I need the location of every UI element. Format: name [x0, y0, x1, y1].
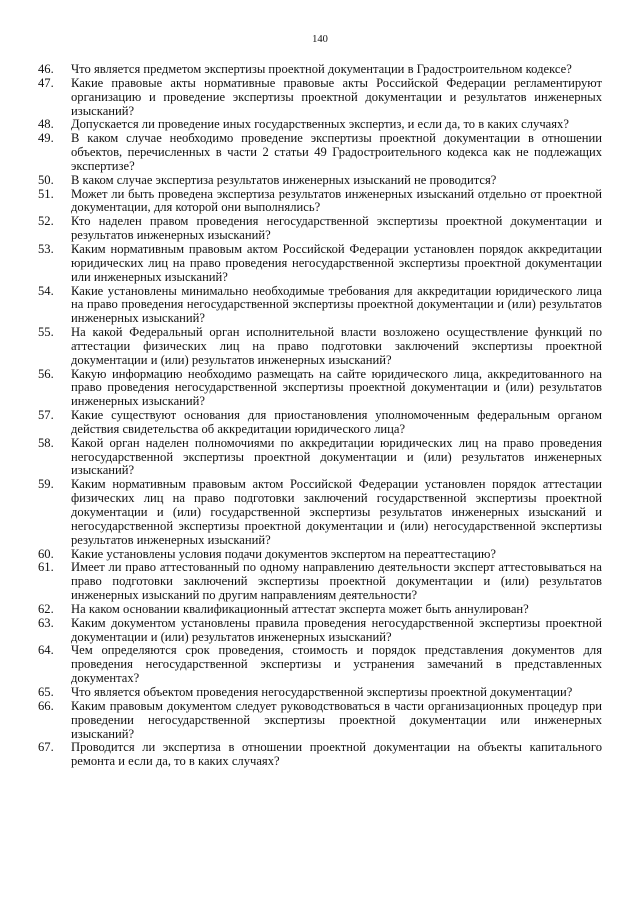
question-number: 59.	[38, 477, 54, 492]
question-text: Каким правовым документом следует руководствоваться в части организационных процедур при проведении негосударственной экспертизы проектной документации или инженерных изысканий?	[71, 698, 602, 741]
question-item	[38, 174, 602, 188]
question-item	[38, 188, 602, 216]
question-number: 56.	[38, 366, 54, 381]
question-item	[38, 700, 602, 742]
question-number: 53.	[38, 241, 54, 256]
question-text: В каком случае необходимо проведение экспертизы проектной документации в отношении объектов, перечисленных в части 2 статьи 49 Градостроительного кодекса как не подлежащих экспертизе?	[71, 131, 602, 173]
question-text: Какие установлены минимально необходимые требования для аккредитации юридического лица на право проведения негосударственной экспертизы проектной документации и (или) результатов инженерных изысканий?	[71, 283, 602, 326]
question-item	[38, 409, 602, 437]
question-number: 66.	[38, 698, 54, 713]
question-item	[38, 478, 602, 547]
question-text: Кто наделен правом проведения негосударственной экспертизы проектной документации и результатов инженерных изысканий?	[71, 214, 602, 243]
question-text: Допускается ли проведение иных государственных экспертиз, и если да, то в каких случаях?	[71, 117, 569, 132]
question-text: Может ли быть проведена экспертиза результатов инженерных изысканий отдельно от проектной документации, для которой они выполнялись?	[71, 186, 602, 215]
question-text: Проводится ли экспертиза в отношении проектной документации на объекты капитального ремонта и если да, то в каких случаях?	[71, 740, 602, 769]
question-number: 48.	[38, 117, 54, 132]
question-number: 58.	[38, 435, 54, 450]
question-text: Какую информацию необходимо размещать на сайте юридического лица, аккредитованного на право проведения негосударственной экспертизы проектной документации и (или) результатов инженерных изысканий?	[71, 366, 602, 409]
question-number: 54.	[38, 283, 54, 298]
question-number: 51.	[38, 186, 54, 201]
question-text: Какой орган наделен полномочиями по аккредитации юридических лиц на право проведения негосударственной экспертизы проектной документации и (или) результатов инженерных изысканий?	[71, 435, 602, 478]
question-number: 50.	[38, 172, 54, 187]
question-item	[38, 326, 602, 368]
question-item	[38, 741, 602, 769]
question-item	[38, 215, 602, 243]
question-number: 49.	[38, 131, 54, 146]
question-text: Какие установлены условия подачи документов экспертом на переаттестацию?	[71, 546, 496, 561]
question-number: 52.	[38, 214, 54, 229]
question-text: На каком основании квалификационный аттестат эксперта может быть аннулирован?	[71, 601, 529, 616]
question-list	[38, 63, 602, 769]
question-number: 47.	[38, 75, 54, 90]
question-item	[38, 686, 602, 700]
question-text: Каким документом установлены правила проведения негосударственной экспертизы проектной документации и (или) результатов инженерных изысканий?	[71, 615, 602, 644]
question-number: 60.	[38, 546, 54, 561]
question-number: 67.	[38, 740, 54, 755]
question-item	[38, 603, 602, 617]
question-text: В каком случае экспертиза результатов инженерных изысканий не проводится?	[71, 172, 497, 187]
question-text: Что является предметом экспертизы проектной документации в Градостроительном кодексе?	[71, 62, 572, 76]
question-number: 62.	[38, 601, 54, 616]
question-number: 46.	[38, 62, 54, 76]
question-item	[38, 437, 602, 479]
question-item	[38, 285, 602, 327]
question-text: Имеет ли право аттестованный по одному направлению деятельности эксперт аттестовываться на право подготовки заключений экспертизы проектной документации и (или) результатов инженерных изысканий по другим направлениям деятельности?	[71, 560, 602, 603]
question-item	[38, 368, 602, 410]
question-text: Каким нормативным правовым актом Российской Федерации установлен порядок аккредитации юридических лиц на право проведения негосударственной экспертизы проектной документации или инженерных изысканий?	[71, 241, 602, 284]
question-number: 65.	[38, 684, 54, 699]
question-text: Какие существуют основания для приостановления уполномоченным федеральным органом действия свидетельства об аккредитации юридического лица?	[71, 408, 602, 436]
question-item	[38, 63, 602, 77]
question-number: 61.	[38, 560, 54, 575]
question-text: На какой Федеральный орган исполнительной власти возложено осуществление функций по аттестации физических лиц на право подготовки заключений экспертизы проектной документации и (или) результатов инженерных изысканий?	[71, 325, 602, 367]
question-number: 57.	[38, 408, 54, 423]
question-number: 64.	[38, 643, 54, 658]
question-item	[38, 132, 602, 174]
question-item	[38, 77, 602, 119]
question-number: 63.	[38, 615, 54, 630]
question-text: Что является объектом проведения негосударственной экспертизы проектной документации?	[71, 684, 573, 699]
question-item	[38, 644, 602, 686]
question-item	[38, 548, 602, 562]
page-number: 140	[312, 34, 328, 45]
question-text: Чем определяются срок проведения, стоимость и порядок представления документов для проведения негосударственной экспертизы и устранения замечаний в представленных документах?	[71, 643, 602, 686]
question-item	[38, 243, 602, 285]
question-text: Какие правовые акты нормативные правовые акты Российской Федерации регламентируют организацию и проведение экспертизы проектной документации и результатов инженерных изысканий?	[71, 75, 602, 118]
question-item	[38, 118, 602, 132]
question-number: 55.	[38, 325, 54, 340]
question-item	[38, 561, 602, 603]
question-text: Каким нормативным правовым актом Российской Федерации установлен порядок аттестации физических лиц на право подготовки заключений государственной экспертизы проектной документации и (или) государственной экспертизы результатов инженерных изысканий и негосударственной экспертизы проектной документации и (или) негосударственной экспертизы результатов инженерных изысканий?	[71, 477, 602, 547]
question-item	[38, 617, 602, 645]
